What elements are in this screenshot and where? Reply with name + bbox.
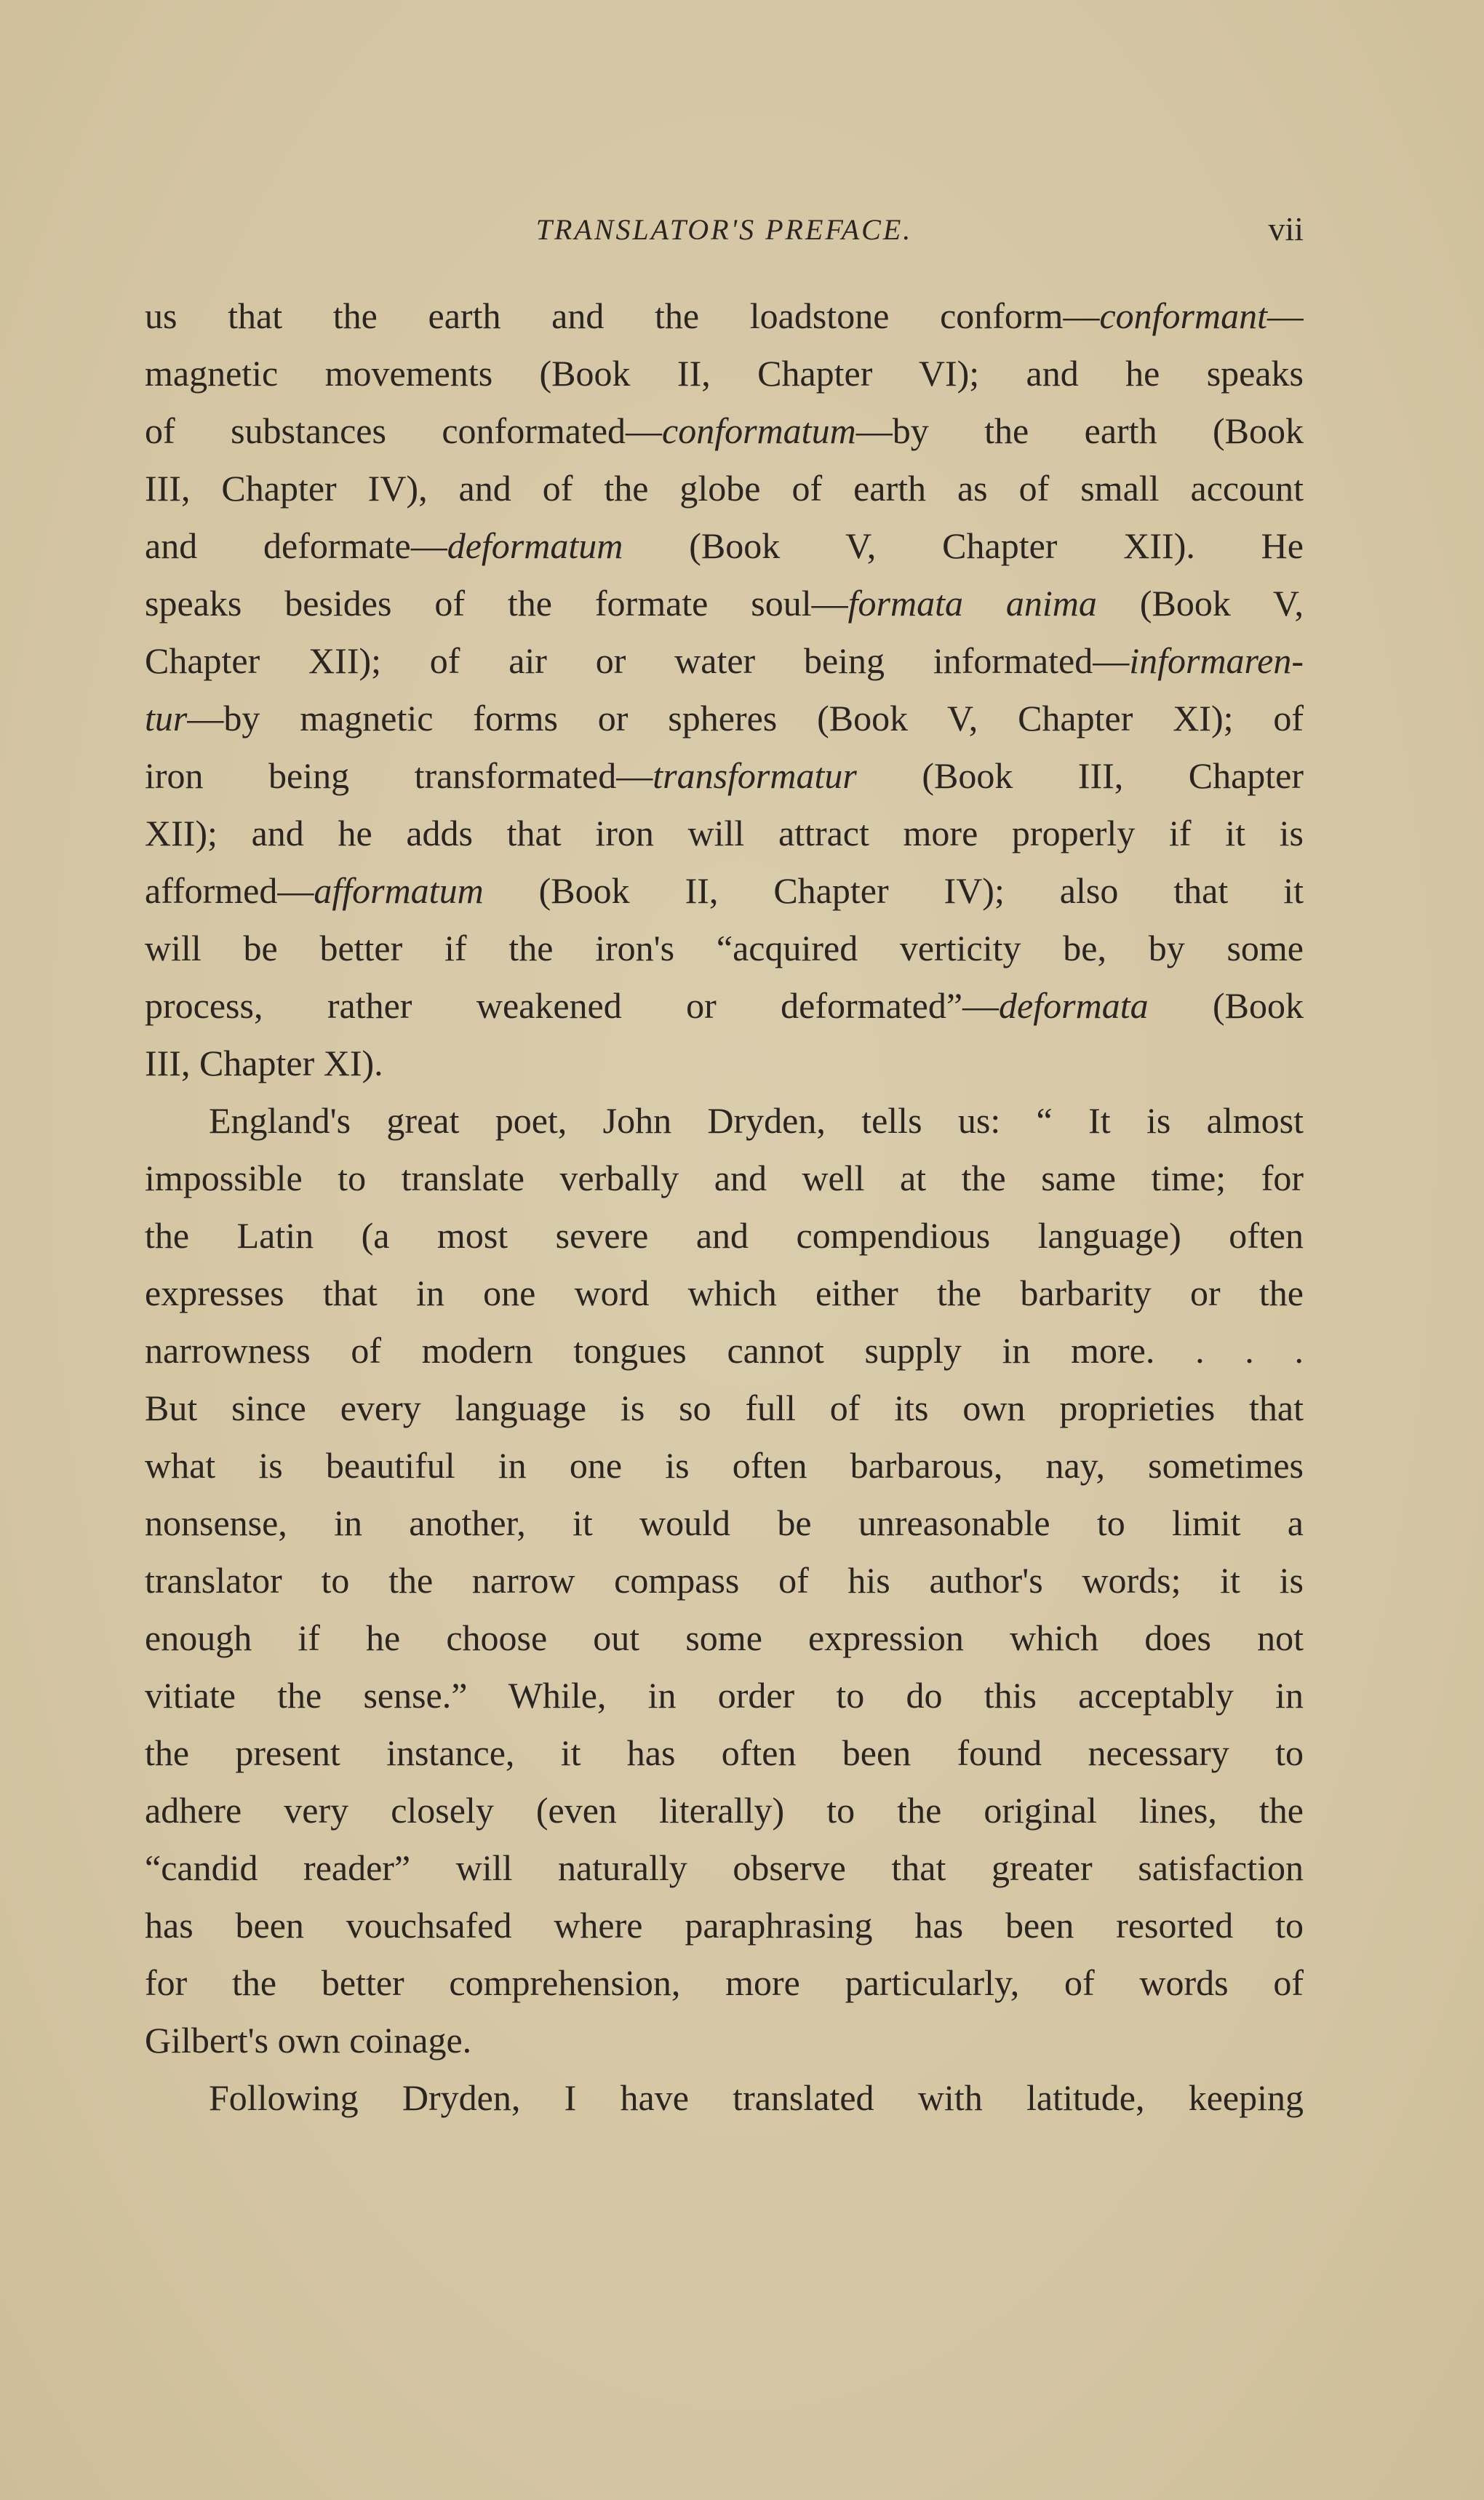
text-segment: Chapter XII); of air or water being informated—: [145, 640, 1130, 681]
text-segment: (Book II, Chapter IV); also that it: [483, 870, 1304, 911]
text-segment: translator to the narrow compass of his author's words; it is: [145, 1560, 1304, 1601]
text-segment: England's great poet, John Dryden, tells us: “ It is almost: [209, 1100, 1304, 1141]
text-line: [145, 747, 1304, 805]
text-segment: will be better if the iron's “acquired verticity be, by some: [145, 928, 1304, 968]
text-line: [145, 2012, 1304, 2069]
text-segment: impossible to translate verbally and well at the same time; for: [145, 1158, 1304, 1198]
body-text: [145, 287, 1304, 2127]
italic-latin-term: conformant: [1099, 295, 1267, 336]
text-line: [145, 1724, 1304, 1782]
text-line: [145, 1380, 1304, 1437]
text-segment: III, Chapter IV), and of the globe of earth as of small account: [145, 468, 1304, 509]
text-segment: (Book V, Chapter XII). He: [623, 525, 1304, 566]
running-title: TRANSLATOR'S PREFACE.: [535, 213, 913, 246]
text-segment: (Book: [1148, 985, 1304, 1026]
page-header: [145, 212, 1304, 256]
text-segment: of substances conformated—: [145, 410, 663, 451]
text-segment: enough if he choose out some expression which does not: [145, 1617, 1304, 1658]
italic-latin-term: conformatum: [662, 410, 856, 451]
text-segment: (Book V,: [1096, 583, 1304, 624]
text-segment: —by magnetic forms or spheres (Book V, Chapter XI); of: [187, 698, 1304, 739]
text-line: [145, 287, 1304, 345]
text-segment: —by the earth (Book: [855, 410, 1304, 451]
text-line: [145, 345, 1304, 402]
italic-latin-term: deformatum: [447, 525, 623, 566]
text-segment: nonsense, in another, it would be unreasonable to limit a: [145, 1502, 1304, 1543]
italic-latin-term: deformata: [999, 985, 1149, 1026]
text-segment: XII); and he adds that iron will attract more properly if it is: [145, 813, 1304, 853]
text-line: [145, 1150, 1304, 1207]
text-segment: for the better comprehension, more particularly, of words of: [145, 1962, 1304, 2003]
text-segment: Gilbert's own coinage.: [145, 2020, 472, 2061]
text-segment: has been vouchsafed where paraphrasing has been resorted to: [145, 1905, 1304, 1946]
text-line: [145, 920, 1304, 977]
text-segment: (Book III, Chapter: [856, 755, 1304, 796]
text-line: [145, 862, 1304, 920]
text-line: [145, 1954, 1304, 2012]
text-segment: “candid reader” will naturally observe that greater satisfaction: [145, 1847, 1304, 1888]
text-segment: and deformate—: [145, 525, 447, 566]
text-line: [145, 460, 1304, 517]
text-segment: adhere very closely (even literally) to the original lines, the: [145, 1790, 1304, 1831]
text-segment: the Latin (a most severe and compendious language) often: [145, 1215, 1304, 1256]
text-line: [145, 1609, 1304, 1667]
text-line: [145, 517, 1304, 575]
text-segment: expresses that in one word which either the barbarity or the: [145, 1273, 1304, 1313]
text-line: [145, 1322, 1304, 1380]
text-segment: afformed—: [145, 870, 314, 911]
italic-latin-term: tur: [145, 698, 188, 739]
text-line: [145, 1667, 1304, 1724]
text-line: [145, 1839, 1304, 1897]
page-number: vii: [1268, 210, 1304, 247]
text-line: [145, 1782, 1304, 1839]
text-line: [145, 805, 1304, 862]
text-segment: III, Chapter XI).: [145, 1043, 383, 1083]
text-line: [145, 1035, 1304, 1092]
text-segment: us that the earth and the loadstone conform—: [145, 295, 1100, 336]
text-line: [145, 2069, 1304, 2127]
text-line: [145, 977, 1304, 1035]
text-segment: what is beautiful in one is often barbarous, nay, sometimes: [145, 1445, 1304, 1486]
text-line: [145, 1092, 1304, 1150]
italic-latin-term: transformatur: [653, 755, 857, 796]
italic-latin-term: afformatum: [314, 870, 484, 911]
text-segment: —: [1267, 295, 1304, 336]
text-line: [145, 1897, 1304, 1954]
text-line: [145, 632, 1304, 690]
text-segment: speaks besides of the formate soul—: [145, 583, 848, 624]
text-line: [145, 1437, 1304, 1494]
text-line: [145, 1265, 1304, 1322]
text-line: [145, 1552, 1304, 1609]
text-segment: But since every language is so full of its own proprieties that: [145, 1388, 1304, 1428]
text-segment: vitiate the sense.” While, in order to do this acceptably in: [145, 1675, 1304, 1716]
text-segment: Following Dryden, I have translated with latitude, keeping: [209, 2077, 1304, 2118]
text-segment: iron being transformated—: [145, 755, 653, 796]
text-segment: process, rather weakened or deformated”—: [145, 985, 1000, 1026]
text-line: [145, 402, 1304, 460]
text-segment: magnetic movements (Book II, Chapter VI); and he speaks: [145, 353, 1304, 394]
text-line: [145, 1494, 1304, 1552]
text-segment: the present instance, it has often been found necessary to: [145, 1732, 1304, 1773]
italic-latin-term: formata anima: [847, 583, 1097, 624]
text-segment: narrowness of modern tongues cannot supply in more. . . .: [145, 1330, 1304, 1371]
text-line: [145, 1207, 1304, 1265]
text-line: [145, 690, 1304, 747]
italic-latin-term: informaren-: [1129, 640, 1304, 681]
text-line: [145, 575, 1304, 632]
